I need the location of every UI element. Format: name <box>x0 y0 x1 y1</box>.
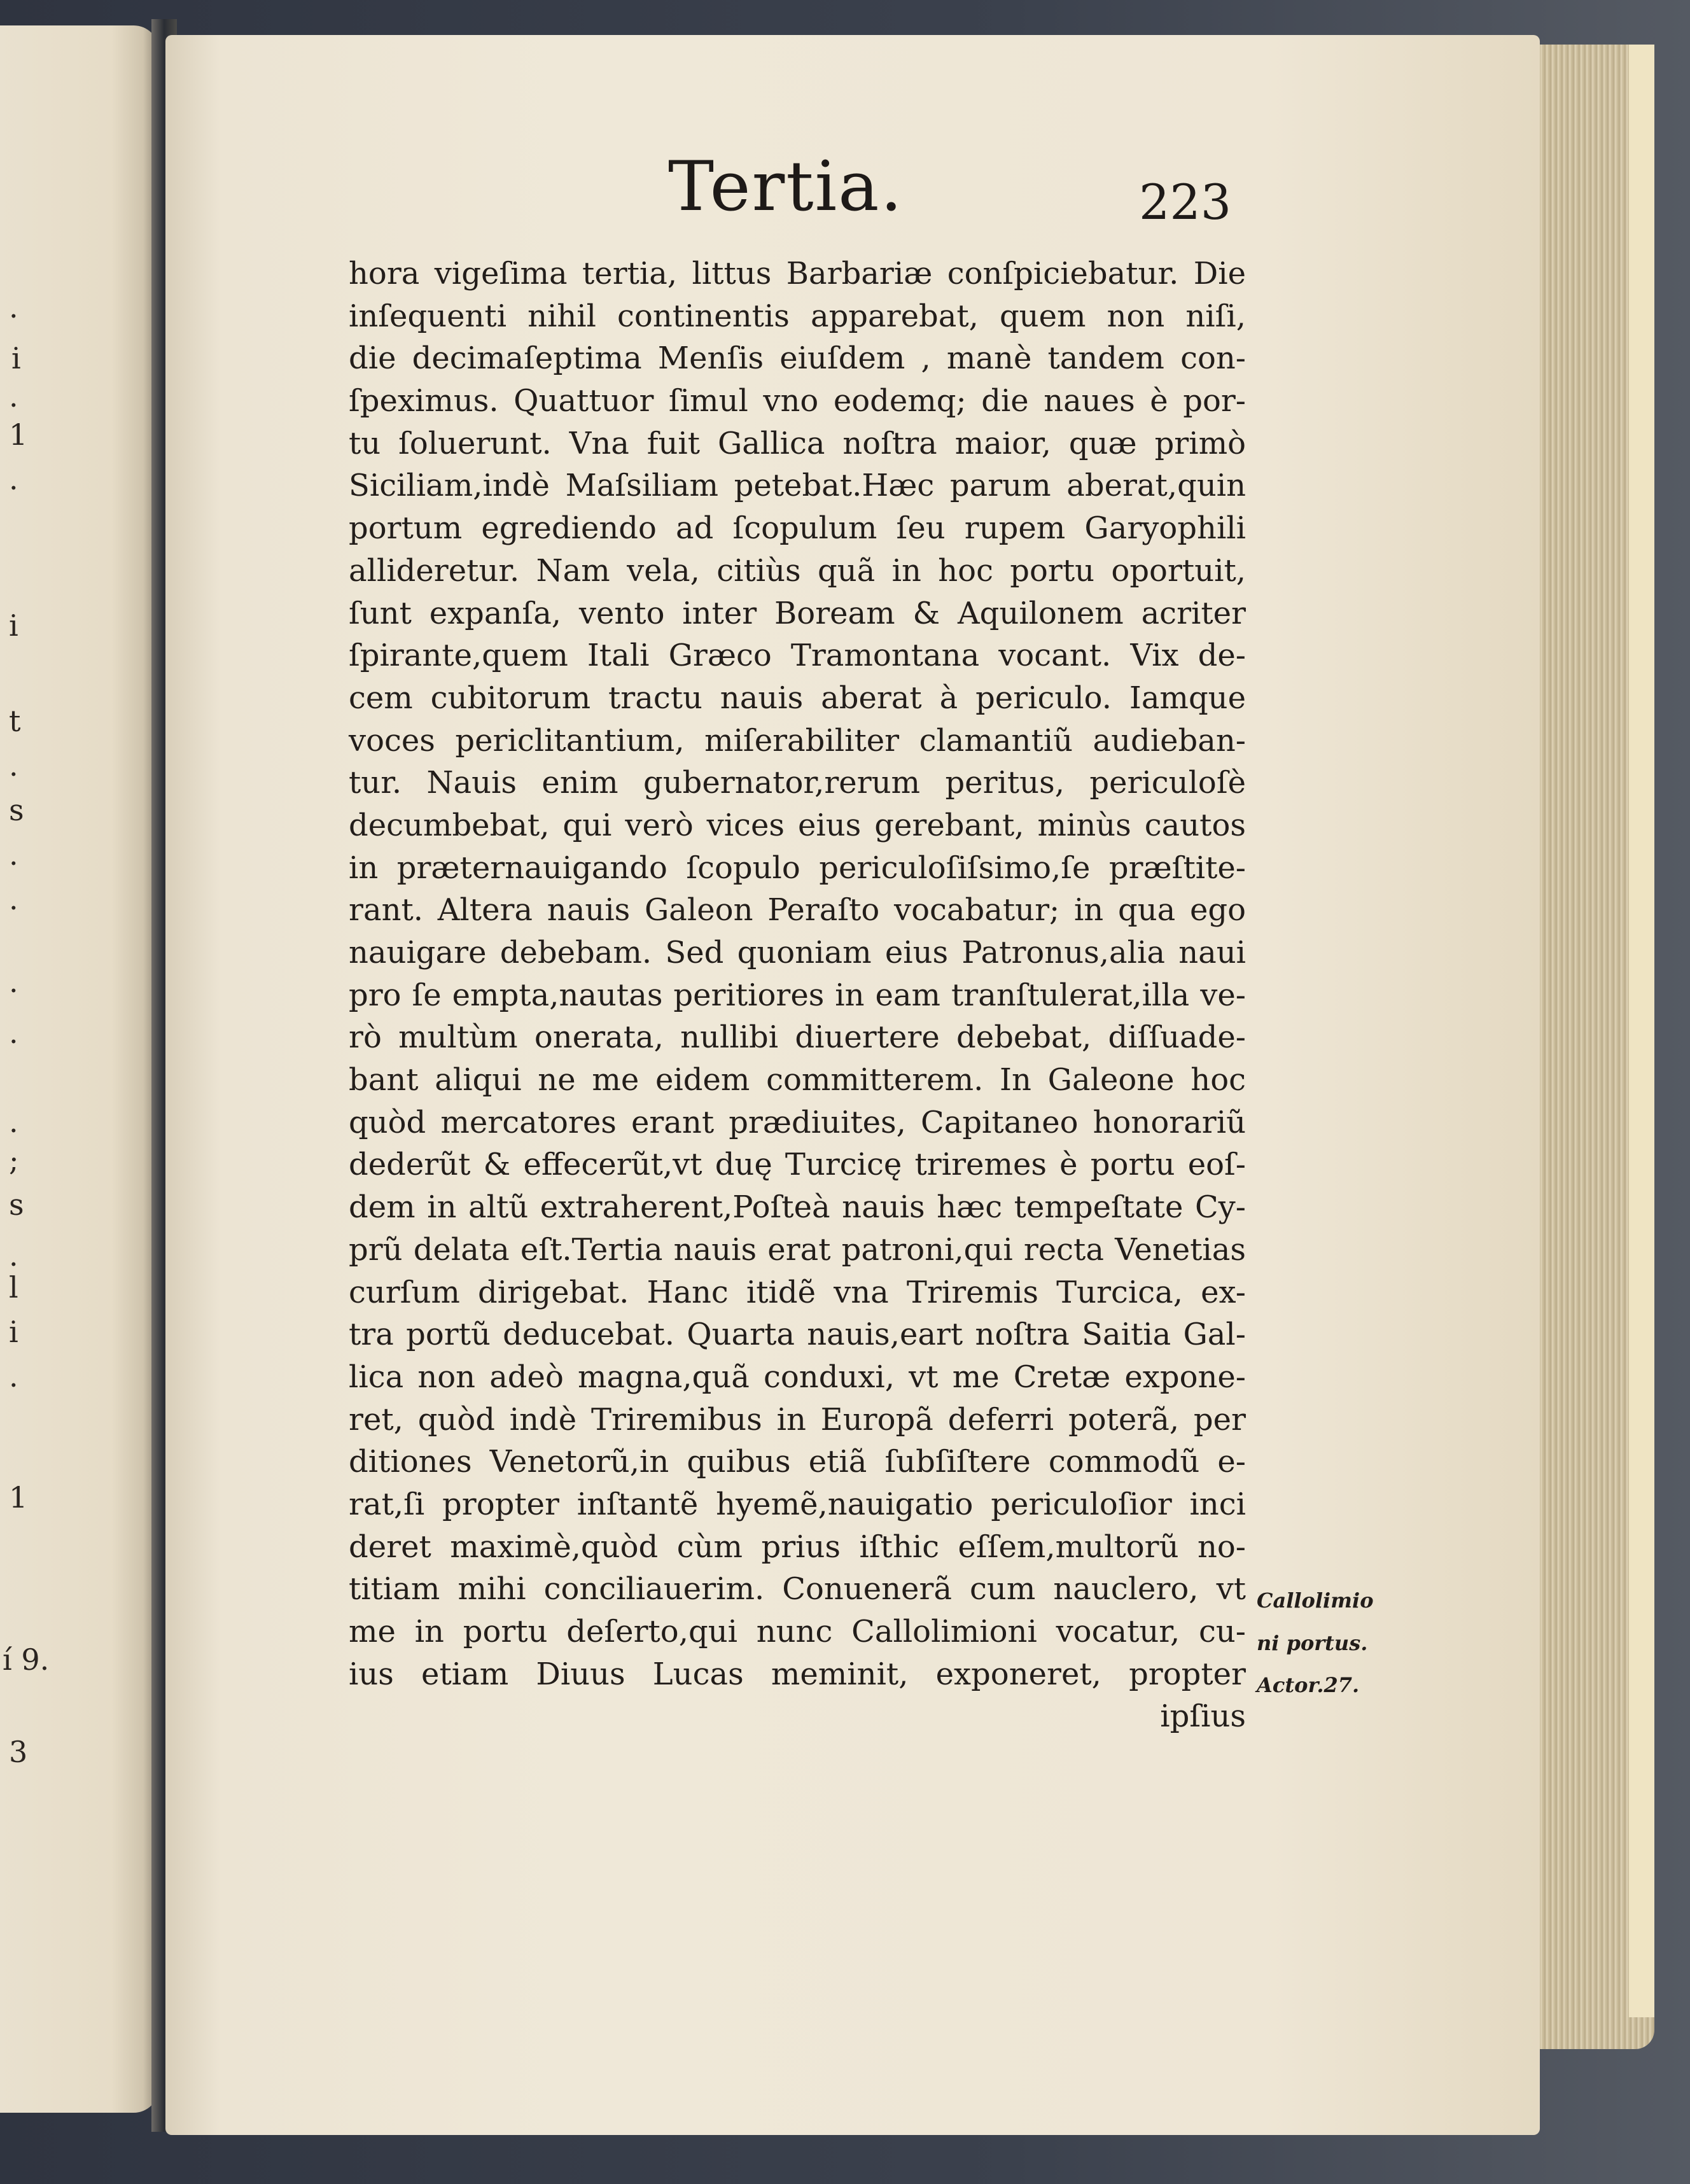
left-fragment: . <box>9 290 18 325</box>
left-fragment: . <box>9 882 18 916</box>
text-line: rant. Altera nauis Galeon Peraſto vocabatur; in qua ego <box>349 892 1246 928</box>
text-line: portum egrediendo ad ſcopulum ſeu rupem Garyophili <box>349 510 1246 547</box>
text-line: voces periclitantium, miſerabiliter clamantiũ audieban- <box>349 722 1246 759</box>
page-number: 223 <box>1139 174 1232 230</box>
left-page-edge <box>0 25 159 2113</box>
left-fragment: t <box>9 704 21 738</box>
text-line: deret maximè,quòd cùm prius iſthic eſſem,multorũ no- <box>349 1529 1246 1565</box>
marginal-note: Actor.27. <box>1257 1673 1360 1698</box>
text-line: lica non adeò magna,quã conduxi, vt me Cretæ expone- <box>349 1359 1246 1395</box>
left-fragment: . <box>9 1359 18 1394</box>
catchword: ipſius <box>1160 1698 1246 1735</box>
left-fragment: i <box>9 608 18 643</box>
text-line: ret, quòd indè Triremibus in Europã deferri poterã, per <box>349 1401 1246 1438</box>
text-line: ſpeximus. Quattuor ſimul vno eodemq; die naues è por- <box>349 383 1246 419</box>
left-fragment: i <box>11 341 21 375</box>
left-fragment: s <box>9 1187 24 1222</box>
text-line: die decimaſeptima Menſis eiuſdem , manè tandem con- <box>349 340 1246 377</box>
page-edge-strip <box>1629 45 1654 2017</box>
running-head: Tertia. <box>668 147 904 227</box>
text-line: in præternauigando ſcopulo periculoſiſsimo,ſe præſtite- <box>349 850 1246 886</box>
left-fragment: 3 <box>9 1735 28 1769</box>
text-line: nauigare debebam. Sed quoniam eius Patronus,alia naui <box>349 935 1246 970</box>
left-fragment: i <box>9 1315 18 1349</box>
left-fragment: . <box>9 379 18 414</box>
text-line: titiam mihi conciliauerim. Conuenerã cum nauclero, vt <box>349 1571 1246 1607</box>
body-text <box>349 253 1246 1738</box>
marginal-note: Callolimio <box>1257 1588 1374 1613</box>
text-line: quòd mercatores erant prædiuites, Capitaneo honorariũ <box>349 1104 1246 1140</box>
text-line: dederũt & effecerũt,vt duę Turcicę triremes è portu eoſ- <box>349 1147 1246 1183</box>
text-line: me in portu deſerto,qui nunc Callolimioni vocatur, cu- <box>349 1614 1246 1649</box>
text-line: tur. Nauis enim gubernator,rerum peritus, periculoſè <box>349 765 1246 801</box>
text-line: Siciliam,indè Maſsiliam petebat.Hæc parum aberat,quin <box>349 468 1246 504</box>
text-line: rò multùm onerata, nullibi diuertere debebat, diſſuade- <box>349 1019 1246 1056</box>
left-fragment: s <box>9 793 24 827</box>
text-line: hora vigeſima tertia, littus Barbariæ conſpiciebatur. Die <box>349 256 1246 291</box>
marginal-notes <box>1257 1579 1397 1707</box>
text-line: pro ſe empta,nautas peritiores in eam tranſtulerat,illa ve- <box>349 977 1246 1013</box>
text-line: decumbebat, qui verò vices eius gerebant, minùs cautos <box>349 807 1246 843</box>
text-line: ditiones Venetorũ,in quibus etiã ſubſiſtere commodũ e- <box>349 1444 1246 1480</box>
left-fragment: . <box>9 837 18 872</box>
left-fragment: ; <box>9 1143 19 1177</box>
text-line: prũ delata eſt.Tertia nauis erat patroni,qui recta Venetias <box>349 1231 1246 1268</box>
left-fragment: . <box>9 965 18 999</box>
text-line: dem in altũ extraherent,Poſteà nauis hæc tempeſtate Cy- <box>349 1189 1246 1226</box>
left-fragment: . <box>9 748 18 783</box>
text-line: bant aliqui ne me eidem committerem. In Galeone hoc <box>349 1062 1246 1098</box>
left-fragment: . <box>9 1105 18 1139</box>
text-line: ius etiam Diuus Lucas meminit, exponeret, propter <box>349 1656 1246 1692</box>
marginal-note: ni portus. <box>1257 1630 1368 1655</box>
text-line: allideretur. Nam vela, citiùs quã in hoc portu oportuit, <box>349 552 1246 589</box>
text-line: tu ſoluerunt. Vna fuit Gallica noſtra maior, quæ primò <box>349 425 1246 461</box>
text-line: tra portũ deducebat. Quarta nauis,eart noſtra Saitia Gal- <box>349 1317 1246 1353</box>
text-line: cem cubitorum tractu nauis aberat à periculo. Iamque <box>349 680 1246 716</box>
left-fragment: 1 <box>9 1480 28 1515</box>
text-line: ſunt expanſa, vento inter Boream & Aquilonem acriter <box>349 595 1246 631</box>
left-fragment: . <box>9 1238 18 1273</box>
text-line: rat,ſi propter inſtantẽ hyemẽ,nauigatio periculoſior inci <box>349 1486 1246 1522</box>
left-fragment: . <box>9 1016 18 1050</box>
text-line: inſequenti nihil continentis apparebat, quem non niſi, <box>349 298 1246 334</box>
text-line: ſpirante,quem Itali Græco Tramontana vocant. Vix de- <box>349 638 1246 674</box>
left-fragment: í 9. <box>3 1642 50 1677</box>
left-fragment: 1 <box>9 417 28 452</box>
left-fragment: . <box>9 462 18 496</box>
left-fragment: l <box>9 1270 18 1305</box>
text-line: curſum dirigebat. Hanc itidẽ vna Triremis Turcica, ex- <box>349 1274 1246 1310</box>
